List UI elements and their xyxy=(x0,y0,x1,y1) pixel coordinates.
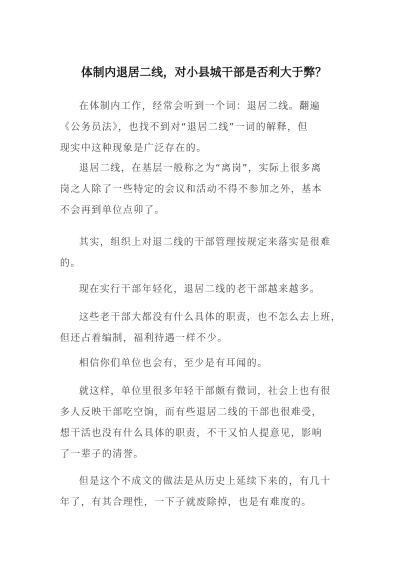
article-title: 体制内退居二线，对小县城干部是否利大于弊？ xyxy=(81,65,327,79)
paragraph-5 xyxy=(60,307,360,349)
paragraph-line: 退居二线，在基层一般称之为“离岗”，实际上很多离 xyxy=(79,163,322,174)
paragraph-line: 在体制内工作，经常会听到一个词：退居二线。翻遍 xyxy=(79,101,321,112)
paragraph-line: 岗之人除了一些特定的会议和活动不得不参加之外，基本 xyxy=(60,184,323,195)
paragraph-line: 不会再到单位点卯了。 xyxy=(60,205,165,216)
paragraph-line: 但还占着编制，福利待遇一样不少。 xyxy=(60,333,228,344)
paragraph-line: 但是这个不成文的做法是从历史上延续下来的，有几十 xyxy=(79,476,331,487)
paragraph-6 xyxy=(60,353,360,374)
paragraph-line: 《公务员法》，也找不到对“退居二线”一词的解释，但 xyxy=(60,122,309,133)
paragraph-line: 这些老干部大都没有什么具体的职责，也不怎么去上班， xyxy=(79,312,342,323)
paragraph-line: 的。 xyxy=(60,258,81,269)
paragraph-8 xyxy=(60,471,360,513)
paragraph-4 xyxy=(60,279,360,300)
paragraph-3 xyxy=(60,232,360,274)
paragraph-line: 年了，有其合理性，一下子就废除掉，也是有难度的。 xyxy=(60,497,312,508)
paragraph-7 xyxy=(60,381,360,465)
paragraph-line: 就这样，单位里很多年轻干部颇有微词，社会上也有很 xyxy=(79,386,331,397)
paragraph-1 xyxy=(60,96,360,159)
paragraph-line: 多人反映干部吃空饷，而有些退居二线的干部也很难受， xyxy=(60,407,323,418)
paragraph-line: 现实中这种现象是广泛存在的。 xyxy=(60,143,207,154)
paragraph-line: 相信你们单位也会有，至少是有耳闻的。 xyxy=(79,358,268,369)
paragraph-line: 了一辈子的清誉。 xyxy=(60,449,144,460)
paragraph-line: 现在实行干部年轻化，退居二线的老干部越来越多。 xyxy=(79,284,321,295)
paragraph-line: 其实，组织上对退二线的干部管理按规定来落实是很难 xyxy=(79,237,331,248)
paragraph-line: 想干活也没有什么具体的职责，不干又怕人提意见，影响 xyxy=(60,428,323,439)
paragraph-2 xyxy=(60,158,360,221)
